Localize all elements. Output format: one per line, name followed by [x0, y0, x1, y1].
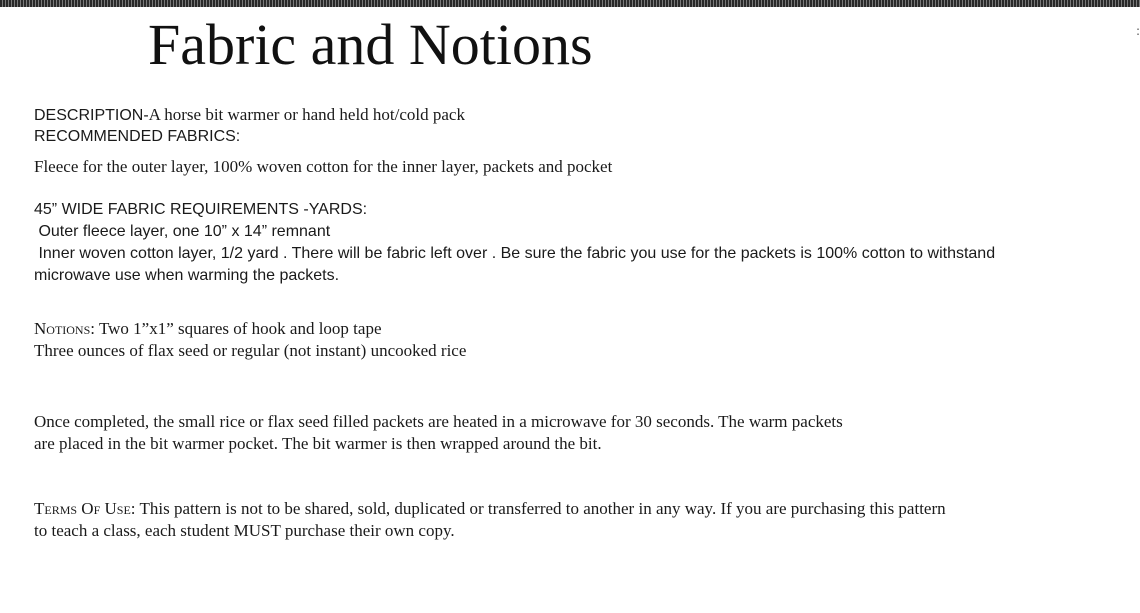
recommended-fabrics-section: [34, 156, 612, 178]
requirements-label: 45” WIDE FABRIC REQUIREMENTS -YARDS:: [34, 201, 368, 218]
description-text: A horse bit warmer or hand held hot/cold pack: [148, 105, 465, 124]
edge-mark: :: [1135, 24, 1140, 38]
description-label: DESCRIPTION-: [34, 107, 149, 124]
requirements-section: [34, 199, 995, 287]
requirements-line-3: microwave use when warming the packets.: [34, 267, 340, 284]
notions-line-1: Two 1”x1” squares of hook and loop tape: [95, 319, 382, 338]
notions-line-2: Three ounces of flax seed or regular (not instant) uncooked rice: [34, 341, 467, 360]
terms-line-2: to teach a class, each student MUST purchase their own copy.: [34, 521, 455, 540]
instructions-line-1: Once completed, the small rice or flax seed filled packets are heated in a microwave for 30 seconds. The warm packets: [34, 412, 843, 431]
requirements-line-2: Inner woven cotton layer, 1/2 yard . There will be fabric left over . Be sure the fabric you use for the packets is 100% cotton to withstand: [34, 245, 996, 262]
top-border: [0, 0, 1140, 7]
description-section: [34, 104, 465, 148]
terms-label: Terms Of Use:: [34, 499, 136, 518]
page-title: Fabric and Notions: [148, 12, 593, 77]
instructions-section: [34, 411, 843, 455]
recommended-fabrics-label: RECOMMENDED FABRICS:: [34, 128, 241, 145]
recommended-fabrics-text: Fleece for the outer layer, 100% woven cotton for the inner layer, packets and pocket: [34, 157, 613, 176]
terms-section: [34, 498, 946, 542]
requirements-line-1: Outer fleece layer, one 10” x 14” remnant: [34, 223, 331, 240]
notions-section: [34, 318, 466, 362]
notions-label: Notions:: [34, 319, 95, 338]
terms-line-1: This pattern is not to be shared, sold, duplicated or transferred to another in any way. If you are purchasing this pattern: [135, 499, 946, 518]
instructions-line-2: are placed in the bit warmer pocket. The bit warmer is then wrapped around the bit.: [34, 434, 602, 453]
